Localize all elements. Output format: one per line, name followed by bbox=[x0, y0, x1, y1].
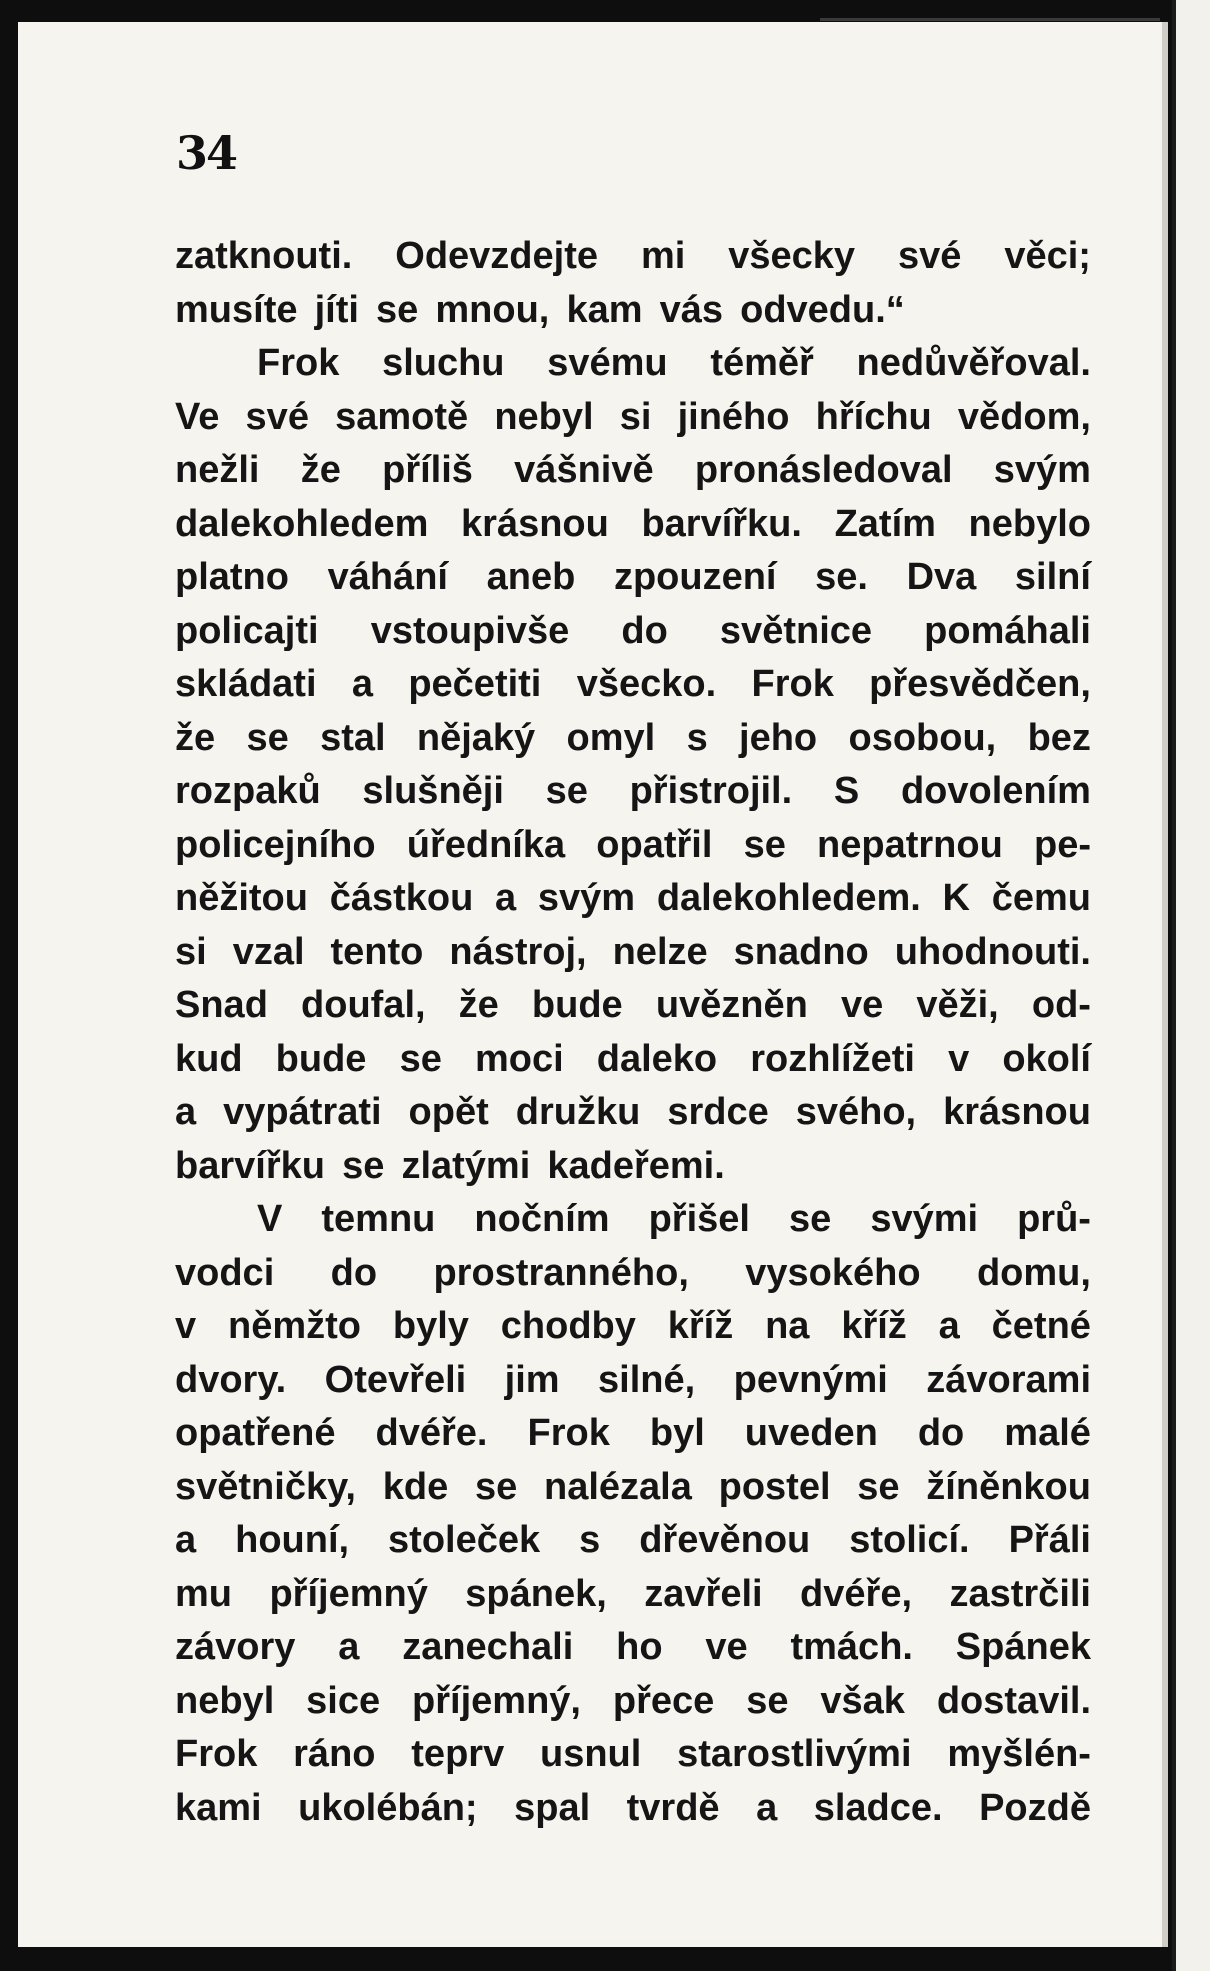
word: prostranného, bbox=[433, 1251, 689, 1294]
word: okolí bbox=[1002, 1037, 1091, 1080]
body-text bbox=[175, 230, 1091, 1835]
word: do bbox=[917, 1412, 965, 1454]
word: bez bbox=[1027, 716, 1091, 759]
word: spánek, bbox=[465, 1572, 607, 1615]
word: zpouzení bbox=[613, 556, 777, 598]
word: K bbox=[942, 877, 970, 919]
word: kadeřemi. bbox=[547, 1144, 725, 1187]
word: opatřené bbox=[175, 1412, 336, 1454]
word: uhodnouti. bbox=[894, 930, 1091, 973]
word: všecko. bbox=[576, 663, 717, 705]
word: Frok bbox=[175, 1733, 258, 1775]
word: Snad bbox=[175, 984, 268, 1026]
text-line bbox=[175, 337, 1091, 391]
text-line bbox=[175, 1782, 1091, 1836]
word: dostavil. bbox=[936, 1679, 1091, 1722]
word: světnice bbox=[719, 609, 873, 652]
word: své bbox=[897, 235, 962, 277]
text-line bbox=[175, 498, 1091, 552]
word: si bbox=[619, 395, 652, 438]
word: čemu bbox=[991, 877, 1091, 919]
word: snadno bbox=[733, 930, 869, 973]
word: samotě bbox=[335, 395, 469, 438]
word: dvéře. bbox=[375, 1412, 488, 1454]
word: že bbox=[175, 716, 216, 759]
text-line bbox=[175, 391, 1091, 445]
text-line bbox=[175, 1140, 1091, 1194]
word: zlatými bbox=[401, 1144, 531, 1187]
word: se. bbox=[815, 556, 868, 598]
word: vypátrati bbox=[223, 1091, 382, 1133]
word: se bbox=[342, 1144, 385, 1187]
word: se bbox=[743, 823, 786, 866]
text-line bbox=[175, 1247, 1091, 1301]
text-line bbox=[175, 658, 1091, 712]
word: a bbox=[175, 1519, 197, 1561]
word: spal bbox=[514, 1786, 591, 1829]
word: však bbox=[820, 1679, 905, 1722]
word: že bbox=[458, 984, 499, 1026]
word: dovolením bbox=[900, 770, 1091, 812]
text-line bbox=[175, 1300, 1091, 1354]
word: nelze bbox=[612, 930, 708, 973]
word: kami bbox=[175, 1786, 262, 1829]
text-line bbox=[175, 1675, 1091, 1729]
word: Frok bbox=[527, 1412, 610, 1454]
word: svému bbox=[547, 342, 668, 384]
word: osobou, bbox=[848, 716, 997, 759]
word: barvířku. bbox=[641, 502, 802, 545]
word: Spánek bbox=[955, 1626, 1091, 1668]
word: částkou bbox=[329, 877, 474, 919]
word: své bbox=[245, 395, 309, 438]
word: Pozdě bbox=[979, 1786, 1091, 1829]
word: si bbox=[175, 930, 207, 973]
word: nepatrnou bbox=[817, 823, 1003, 866]
word: přece bbox=[612, 1679, 715, 1722]
word: stal bbox=[320, 716, 386, 759]
word: Zatím bbox=[834, 502, 936, 545]
word: příjemný bbox=[269, 1572, 428, 1615]
word: všecky bbox=[728, 235, 856, 277]
word: ukolébán; bbox=[298, 1786, 478, 1829]
word: prů- bbox=[1017, 1198, 1091, 1240]
word: uveden bbox=[744, 1412, 878, 1454]
word: se bbox=[474, 1465, 518, 1508]
page-number: 34 bbox=[176, 126, 237, 180]
word: mi bbox=[640, 235, 686, 277]
word: policajti bbox=[175, 609, 319, 652]
word: téměř bbox=[710, 342, 814, 384]
word: bude bbox=[531, 984, 623, 1026]
text-line bbox=[175, 819, 1091, 873]
word: sluchu bbox=[382, 342, 505, 384]
text-line bbox=[175, 765, 1091, 819]
text-line bbox=[175, 551, 1091, 605]
text-line bbox=[175, 1033, 1091, 1087]
word: nočním bbox=[474, 1198, 610, 1240]
word: vstoupivše bbox=[370, 609, 570, 652]
word: kud bbox=[175, 1037, 243, 1080]
word: a bbox=[938, 1305, 960, 1347]
word: Odevzdejte bbox=[395, 235, 598, 277]
word: zastrčili bbox=[949, 1572, 1091, 1615]
word: S bbox=[833, 770, 860, 812]
text-line bbox=[175, 1568, 1091, 1622]
word: ho bbox=[616, 1626, 663, 1668]
word: se bbox=[857, 1465, 900, 1508]
word: daleko bbox=[596, 1037, 718, 1080]
word: tvrdě bbox=[626, 1786, 720, 1829]
text-line bbox=[175, 230, 1091, 284]
word: a bbox=[756, 1786, 778, 1829]
word: malé bbox=[1004, 1412, 1091, 1454]
text-line bbox=[175, 979, 1091, 1033]
word: četné bbox=[991, 1305, 1091, 1347]
word: příliš bbox=[382, 449, 473, 491]
word: věži, bbox=[916, 984, 999, 1026]
word: vysokého bbox=[745, 1251, 921, 1294]
word: byly bbox=[392, 1305, 469, 1347]
word: nějaký bbox=[416, 716, 536, 759]
word: odvedu.“ bbox=[740, 288, 905, 331]
word: žíněnkou bbox=[926, 1465, 1091, 1508]
word: silné, bbox=[598, 1358, 696, 1401]
word: v bbox=[175, 1305, 197, 1347]
word: dvory. bbox=[175, 1358, 287, 1401]
word: Frok bbox=[257, 342, 340, 384]
word: vášnivě bbox=[514, 449, 654, 491]
word: svým bbox=[537, 877, 636, 919]
word: jíti bbox=[314, 288, 359, 331]
word: ráno bbox=[293, 1733, 376, 1775]
word: světničky, bbox=[175, 1465, 356, 1508]
word: svými bbox=[870, 1198, 979, 1240]
word: stolicí. bbox=[849, 1519, 970, 1561]
word: od- bbox=[1031, 984, 1091, 1026]
word: nebylo bbox=[968, 502, 1091, 545]
word: bude bbox=[275, 1037, 367, 1080]
word: pevnými bbox=[733, 1358, 888, 1401]
word: ve bbox=[705, 1626, 748, 1668]
word: se bbox=[376, 288, 419, 331]
word: závorami bbox=[926, 1358, 1091, 1401]
word: nebyl bbox=[494, 395, 594, 438]
word: tmách. bbox=[790, 1626, 913, 1668]
word: přistrojil. bbox=[629, 770, 793, 812]
word: postel bbox=[718, 1465, 831, 1508]
word: Ve bbox=[175, 395, 220, 438]
word: jeho bbox=[739, 716, 818, 759]
text-line bbox=[175, 872, 1091, 926]
word: krásnou bbox=[943, 1091, 1091, 1133]
word: stoleček bbox=[388, 1519, 541, 1561]
word: rozhlížeti bbox=[750, 1037, 915, 1080]
word: nalézala bbox=[543, 1465, 692, 1508]
text-line bbox=[175, 444, 1091, 498]
word: dvéře, bbox=[800, 1572, 913, 1615]
word: policejního bbox=[175, 823, 376, 866]
word: jim bbox=[504, 1358, 560, 1401]
word: dalekohledem. bbox=[656, 877, 921, 919]
word: pomáhali bbox=[924, 609, 1091, 652]
word: vzal bbox=[232, 930, 305, 973]
word: krásnou bbox=[461, 502, 609, 545]
text-line bbox=[175, 1407, 1091, 1461]
word: s bbox=[579, 1519, 601, 1561]
word: a bbox=[175, 1091, 197, 1133]
word: v bbox=[948, 1037, 970, 1080]
word: Frok bbox=[751, 663, 834, 705]
word: hříchu bbox=[815, 395, 932, 438]
word: nežli bbox=[175, 449, 260, 491]
word: se bbox=[545, 770, 588, 812]
word: do bbox=[621, 609, 668, 652]
word: tento bbox=[330, 930, 424, 973]
word: přesvědčen, bbox=[869, 663, 1091, 705]
word: musíte bbox=[175, 288, 298, 331]
word: a bbox=[351, 663, 373, 705]
word: temnu bbox=[321, 1198, 436, 1240]
word: mu bbox=[175, 1572, 232, 1615]
word: přišel bbox=[648, 1198, 750, 1240]
adjacent-page-edge bbox=[1172, 0, 1210, 1971]
word: družku bbox=[515, 1091, 641, 1133]
text-line bbox=[175, 1621, 1091, 1675]
word: pronásledoval bbox=[694, 449, 953, 491]
word: moci bbox=[474, 1037, 564, 1080]
word: závory bbox=[175, 1626, 296, 1668]
text-line bbox=[175, 1354, 1091, 1408]
word: a bbox=[495, 877, 517, 919]
word: ve bbox=[840, 984, 884, 1026]
word: barvířku bbox=[175, 1144, 325, 1187]
word: nedůvěřoval. bbox=[856, 342, 1091, 384]
word: domu, bbox=[976, 1251, 1091, 1294]
word: Otevřeli bbox=[324, 1358, 467, 1401]
word: svým bbox=[993, 449, 1091, 491]
word: houní, bbox=[235, 1519, 350, 1561]
word: byl bbox=[649, 1412, 705, 1454]
word: opatřil bbox=[596, 823, 713, 866]
word: sice bbox=[306, 1679, 381, 1722]
word: jiného bbox=[677, 395, 790, 438]
word: chodby bbox=[500, 1305, 636, 1347]
word: že bbox=[300, 449, 341, 491]
word: slušněji bbox=[362, 770, 504, 812]
word: do bbox=[330, 1251, 378, 1294]
word: platno bbox=[175, 556, 289, 598]
word: opět bbox=[408, 1091, 489, 1133]
word: se bbox=[789, 1198, 832, 1240]
word: uvězněn bbox=[655, 984, 808, 1026]
word: zatknouti. bbox=[175, 235, 353, 277]
word: svého, bbox=[795, 1091, 917, 1133]
text-line bbox=[175, 926, 1091, 980]
word: dalekohledem bbox=[175, 502, 429, 545]
word: rozpaků bbox=[175, 770, 321, 812]
word: vás bbox=[659, 288, 724, 331]
text-line bbox=[175, 1086, 1091, 1140]
word: kde bbox=[382, 1465, 449, 1508]
word: zavřeli bbox=[644, 1572, 763, 1615]
word: něžitou bbox=[175, 877, 308, 919]
word: vodci bbox=[175, 1251, 275, 1294]
text-line bbox=[175, 1514, 1091, 1568]
word: Přáli bbox=[1008, 1519, 1091, 1561]
word: pe- bbox=[1034, 823, 1091, 866]
text-line bbox=[175, 284, 1091, 338]
word: se bbox=[246, 716, 289, 759]
word: skládati bbox=[175, 663, 317, 705]
word: příjemný, bbox=[412, 1679, 581, 1722]
word: kříž bbox=[841, 1305, 907, 1347]
word: s bbox=[686, 716, 708, 759]
word: vědom, bbox=[957, 395, 1091, 438]
word: starostlivými bbox=[677, 1733, 912, 1775]
text-line bbox=[175, 1728, 1091, 1782]
word: V bbox=[257, 1198, 283, 1240]
word: usnul bbox=[539, 1733, 642, 1775]
text-line bbox=[175, 1461, 1091, 1515]
word: Dva bbox=[906, 556, 977, 598]
word: myšlén- bbox=[947, 1733, 1091, 1775]
word: nástroj, bbox=[449, 930, 587, 973]
word: na bbox=[765, 1305, 810, 1347]
word: se bbox=[746, 1679, 789, 1722]
text-line bbox=[175, 1193, 1091, 1247]
word: teprv bbox=[411, 1733, 505, 1775]
word: úředníka bbox=[406, 823, 566, 866]
top-edge-rule bbox=[820, 18, 1160, 21]
word: srdce bbox=[667, 1091, 769, 1133]
word: silní bbox=[1014, 556, 1091, 598]
text-line bbox=[175, 605, 1091, 659]
word: zanechali bbox=[402, 1626, 574, 1668]
word: dřevěnou bbox=[639, 1519, 811, 1561]
word: doufal, bbox=[301, 984, 426, 1026]
word: a bbox=[338, 1626, 360, 1668]
word: mnou, bbox=[435, 288, 550, 331]
word: váhání bbox=[327, 556, 448, 598]
word: kam bbox=[566, 288, 643, 331]
word: omyl bbox=[566, 716, 656, 759]
word: se bbox=[399, 1037, 442, 1080]
word: kříž bbox=[667, 1305, 734, 1347]
word: němžto bbox=[228, 1305, 361, 1347]
word: sladce. bbox=[813, 1786, 943, 1829]
word: věci; bbox=[1004, 235, 1091, 277]
word: nebyl bbox=[175, 1679, 275, 1722]
word: pečetiti bbox=[408, 663, 542, 705]
text-line bbox=[175, 712, 1091, 766]
word: aneb bbox=[486, 556, 576, 598]
